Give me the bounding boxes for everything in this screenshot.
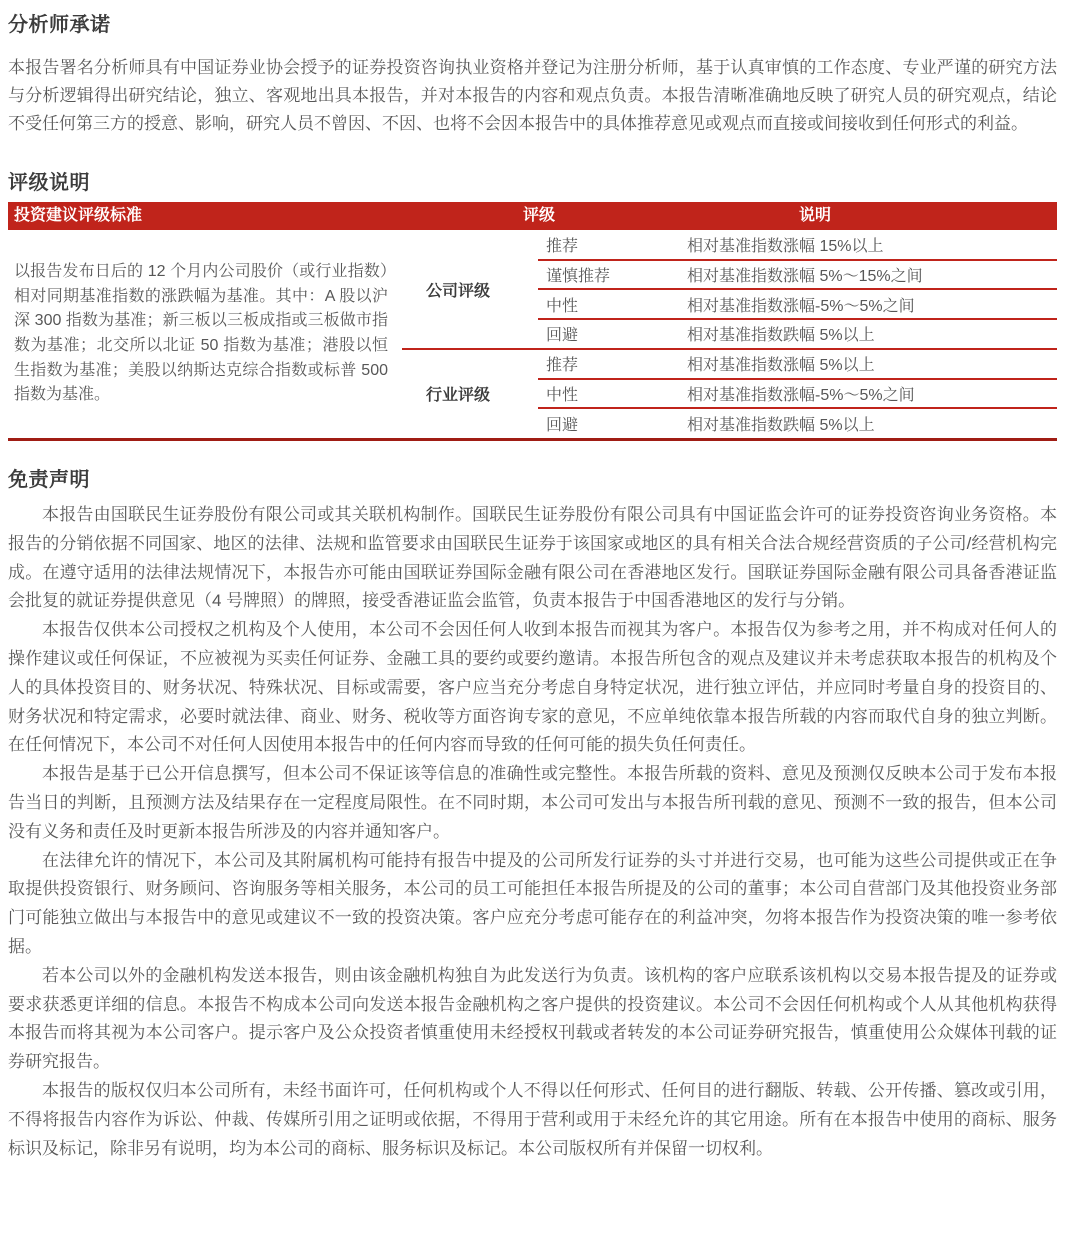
analyst-commitment-title: 分析师承诺 — [8, 14, 111, 36]
description-cell: 相对基准指数跌幅 5%以上 — [687, 327, 875, 345]
description-cell: 相对基准指数涨幅-5%～5%之间 — [687, 297, 915, 315]
header-cell-rating: 评级 — [522, 207, 555, 224]
industry-rating-category-label: 行业评级 — [426, 386, 491, 404]
rating-cell: 回避 — [546, 327, 579, 345]
header-cell-description: 说明 — [798, 207, 831, 224]
rating-cell: 推荐 — [546, 238, 579, 256]
description-cell: 相对基准指数涨幅 15%以上 — [687, 238, 884, 256]
disclaimer-paragraph-1: 本报告由国联民生证券股份有限公司或其关联机构制作。国联民生证券股份有限公司具有中国证监会许可的证券投资咨询业务资格。本报告的分销依据不同国家、地区的法律、法规和监管要求由国联民生证券于该国家或地区的具有相关合法合规经营资质的子公司/经营机构完成。在遵守适用的法律法规情况下，本报告亦可能由国联证券国际金融有限公司在香港地区发行。国联证券国际金融有限公司具备香港证监会批复的就证券提供意见（4 号牌照）的牌照，接受香港证监会监管，负责本报告于中国香港地区的发行与分销。 — [8, 505, 1057, 611]
rating-cell: 中性 — [546, 297, 579, 315]
rating-cell: 中性 — [546, 386, 579, 404]
row-divider-line — [538, 407, 1057, 409]
header-cell-criteria: 投资建议评级标准 — [14, 207, 143, 224]
analyst-commitment-text: 本报告署名分析师具有中国证券业协会授予的证券投资咨询执业资格并登记为注册分析师，基于认真审慎的工作态度、专业严谨的研究方法与分析逻辑得出研究结论，独立、客观地出具本报告，并对本报告的内容和观点负责。本报告清晰准确地反映了研究人员的研究观点，结论不受任何第三方的授意、影响，研究人员不曾因、不因、也将不会因本报告中的具体推荐意见或观点而直接或间接收到任何形式的利益。 — [8, 58, 1057, 133]
disclaimer-title: 免责声明 — [8, 469, 90, 491]
disclaimer-paragraph-2: 本报告仅供本公司授权之机构及个人使用，本公司不会因任何人收到本报告而视其为客户。本报告仅为参考之用，并不构成对任何人的操作建议或任何保证，不应被视为买卖任何证券、金融工具的要约或要约邀请。本报告所包含的观点及建议并未考虑获取本报告的机构及个人的具体投资目的、财务状况、特殊状况、目标或需要，客户应当充分考虑自身特定状况，进行独立评估，并应同时考量自身的投资目的、财务状况和特定需求，必要时就法律、商业、财务、税收等方面咨询专家的意见，不应单纯依靠本报告所载的内容而取代自身的独立判断。在任何情况下，本公司不对任何人因使用本报告中的任何内容而导致的任何可能的损失负任何责任。 — [8, 620, 1057, 755]
row-divider-line — [538, 259, 1057, 261]
rating-cell: 推荐 — [546, 357, 579, 375]
rating-cell: 谨慎推荐 — [546, 268, 611, 286]
row-divider-line — [538, 318, 1057, 320]
description-cell: 相对基准指数涨幅 5%以上 — [687, 357, 875, 375]
rating-table — [8, 202, 1057, 441]
disclaimer-paragraph-3: 本报告是基于已公开信息撰写，但本公司不保证该等信息的准确性或完整性。本报告所载的资料、意见及预测仅反映本公司于发布本报告当日的判断，且预测方法及结果存在一定程度局限性。在不同时期，本公司可发出与本报告所刊载的意见、预测不一致的报告，但本公司没有义务和责任及时更新本报告所涉及的内容并通知客户。 — [8, 764, 1057, 841]
row-divider-line — [538, 288, 1057, 290]
rating-explanation-title: 评级说明 — [8, 172, 90, 194]
disclaimer-paragraph-5: 若本公司以外的金融机构发送本报告，则由该金融机构独自为此发送行为负责。该机构的客户应联系该机构以交易本报告提及的证券或要求获悉更详细的信息。本报告不构成本公司向发送本报告金融机构之客户提供的投资建议。本公司不会因任何机构或个人从其他机构获得本报告而将其视为本公司客户。提示客户及公众投资者慎重使用未经授权刊载或者转发的本公司证券研究报告，慎重使用公众媒体刊载的证券研究报告。 — [8, 965, 1057, 1072]
table-bottom-border — [8, 438, 1057, 441]
row-divider-line — [538, 378, 1057, 380]
description-cell: 相对基准指数涨幅-5%～5%之间 — [687, 386, 915, 404]
rating-cell: 回避 — [546, 416, 579, 434]
disclaimer-paragraph-4: 在法律允许的情况下，本公司及其附属机构可能持有报告中提及的公司所发行证券的头寸并进行交易，也可能为这些公司提供或正在争取提供投资银行、财务顾问、咨询服务等相关服务，本公司的员工可能担任本报告所提及的公司的董事；本公司自营部门及其他投资业务部门可能独立做出与本报告中的意见或建议不一致的投资决策。客户应充分考虑可能存在的利益冲突，勿将本报告作为投资决策的唯一参考依据。 — [8, 850, 1057, 956]
rating-table-header-row — [8, 202, 1057, 230]
benchmark-criteria-text: 以报告发布日后的 12 个月内公司股价（或行业指数）相对同期基准指数的涨跌幅为基准。其中：A 股以沪深 300 指数为基准；新三板以三板成指或三板做市指数为基准；北交所以北证 50 指数为基准；港股以恒生指数为基准；美股以纳斯达克综合指数或标普 500 指数为基准。 — [14, 263, 388, 404]
description-cell: 相对基准指数跌幅 5%以上 — [687, 416, 875, 434]
disclaimer-paragraph-6: 本报告的版权仅归本公司所有，未经书面许可，任何机构或个人不得以任何形式、任何目的进行翻版、转载、公开传播、篡改或引用，不得将报告内容作为诉讼、仲裁、传媒所引用之证明或依据，不得用于营利或用于未经允许的其它用途。所有在本报告中使用的商标、服务标识及标记，除非另有说明，均为本公司的商标、服务标识及标记。本公司版权所有并保留一切权利。 — [8, 1080, 1057, 1158]
rating-table-body — [8, 230, 1057, 438]
description-cell: 相对基准指数涨幅 5%～15%之间 — [687, 268, 923, 286]
section-divider-line — [402, 348, 1057, 351]
benchmark-criteria-cell — [8, 230, 402, 438]
company-rating-category-label: 公司评级 — [426, 282, 491, 300]
